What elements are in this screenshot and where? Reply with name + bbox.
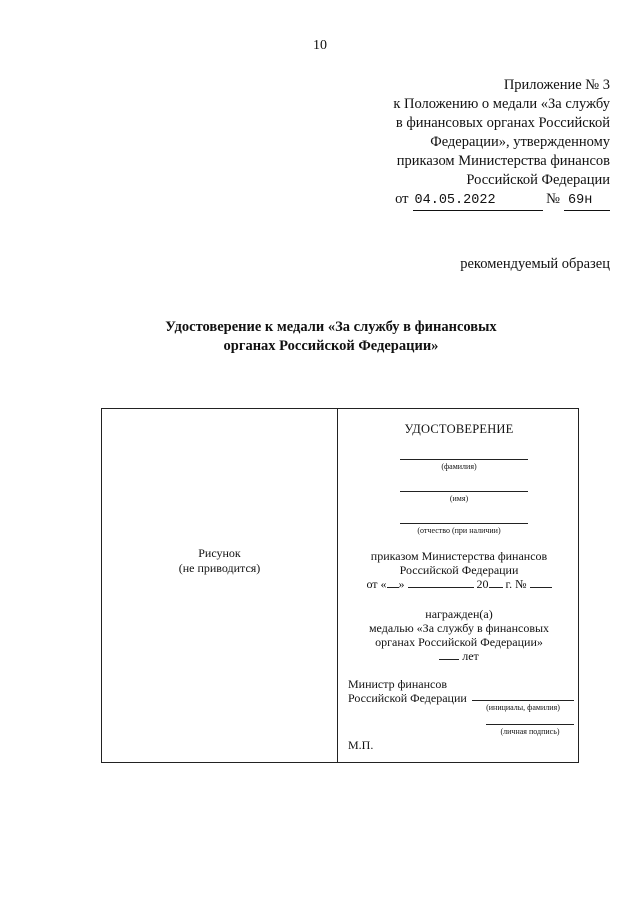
document-title	[0, 318, 640, 356]
medal-line-1: медалью «За службу в финансовых	[368, 621, 550, 635]
appendix-line-6: Российской Федерации	[466, 172, 610, 188]
initials-caption: (инициалы, фамилия)	[486, 703, 560, 712]
order-text-line-2: Российской Федерации	[399, 563, 519, 577]
medal-line-2: органах Российской Федерации»	[375, 635, 543, 649]
years-label: лет	[462, 649, 479, 663]
minister-line-1: Министр финансов	[348, 677, 448, 691]
document-title-line-2: органах Российской Федерации»	[223, 338, 439, 354]
patronymic-caption: (отчество (при наличии)	[417, 526, 501, 535]
order-text-line-1: приказом Министерства финансов	[370, 549, 548, 563]
years-blank	[439, 658, 459, 660]
date-from-label: от «	[366, 577, 387, 591]
page-number: 10	[313, 38, 327, 53]
minister-line-2: Российской Федерации	[348, 691, 467, 705]
surname-line	[400, 459, 528, 460]
certificate-right-panel	[338, 409, 580, 762]
sample-label: рекомендуемый образец	[460, 256, 610, 272]
order-reference	[330, 190, 610, 211]
patronymic-line	[400, 523, 528, 524]
year-prefix: 20	[476, 577, 489, 591]
awarded-label: награжден(а)	[425, 607, 493, 621]
initials-line	[472, 700, 574, 701]
date-quote-close: »	[398, 577, 405, 591]
appendix-line-1: Приложение № 3	[503, 77, 610, 93]
picture-label: Рисунок	[198, 546, 241, 560]
day-blank	[387, 586, 399, 588]
year-blank	[489, 586, 503, 588]
number-blank	[530, 586, 552, 588]
appendix-block	[330, 76, 610, 211]
years-row	[338, 649, 580, 664]
name-caption: (имя)	[449, 494, 469, 503]
seal-label: М.П.	[348, 738, 374, 752]
appendix-line-5: приказом Министерства финансов	[396, 153, 610, 169]
certificate-form	[101, 408, 579, 763]
signature-caption: (личная подпись)	[500, 727, 560, 736]
appendix-line-2: к Положению о медали «За службу	[393, 96, 610, 112]
certificate-left-panel	[102, 546, 337, 576]
year-suffix: г. №	[505, 577, 527, 591]
order-prefix: от	[395, 191, 409, 207]
month-blank	[408, 586, 474, 588]
order-date-row	[338, 577, 580, 592]
appendix-line-3: в финансовых органах Российской	[395, 115, 610, 131]
document-title-line-1: Удостоверение к медали «За службу в финансовых	[165, 319, 497, 335]
order-number: 69н	[564, 191, 610, 211]
order-number-prefix: №	[546, 191, 560, 207]
certificate-heading: УДОСТОВЕРЕНИЕ	[404, 422, 514, 436]
surname-caption: (фамилия)	[441, 462, 477, 471]
name-line	[400, 491, 528, 492]
order-date: 04.05.2022	[413, 191, 543, 211]
signature-line	[486, 724, 574, 725]
picture-note: (не приводится)	[178, 561, 261, 575]
appendix-line-4: Федерации», утвержденному	[430, 134, 610, 150]
